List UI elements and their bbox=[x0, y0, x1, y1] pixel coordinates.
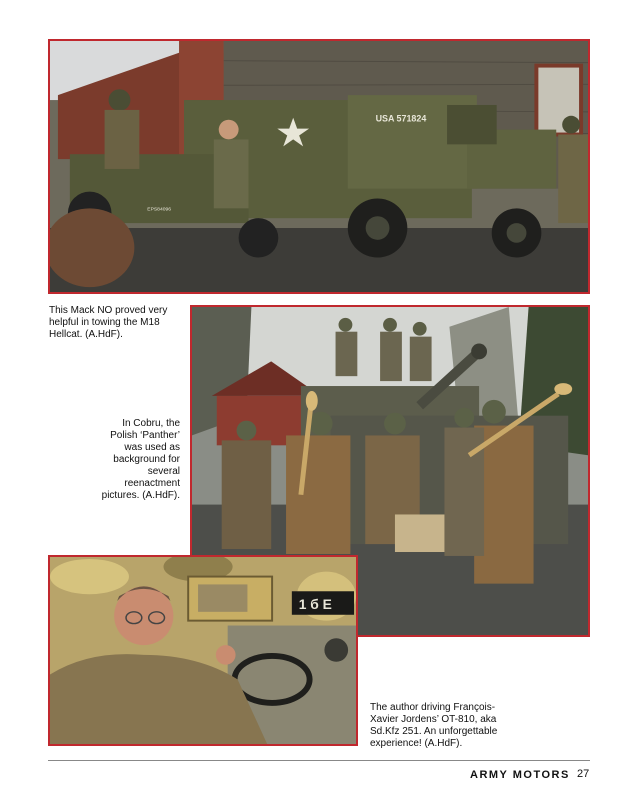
caption-author: The author driving François-Xavier Jordens’ OT-810, aka Sd.Kfz 251. An unforgettable experience! (A.HdF). bbox=[370, 702, 498, 749]
vehicle-code-text: 1 б Е bbox=[298, 596, 332, 612]
truck-serial-text: USA 571824 bbox=[375, 113, 427, 124]
caption-panther: In Cobru, the Polish ‘Panther’ was used as background for several reenactment pictures. (A.HdF). bbox=[101, 418, 180, 501]
caption-mack-truck: This Mack NO proved very helpful in towing the M18 Hellcat. (A.HdF). bbox=[49, 305, 168, 340]
photo-author-driving bbox=[48, 555, 358, 746]
jeep-plate-text: EPS84096 bbox=[147, 207, 172, 213]
page-number: 27 bbox=[577, 768, 590, 780]
magazine-title: ARMY MOTORS bbox=[470, 769, 570, 781]
footer-divider bbox=[48, 760, 590, 761]
photo-mack-truck bbox=[48, 39, 590, 294]
